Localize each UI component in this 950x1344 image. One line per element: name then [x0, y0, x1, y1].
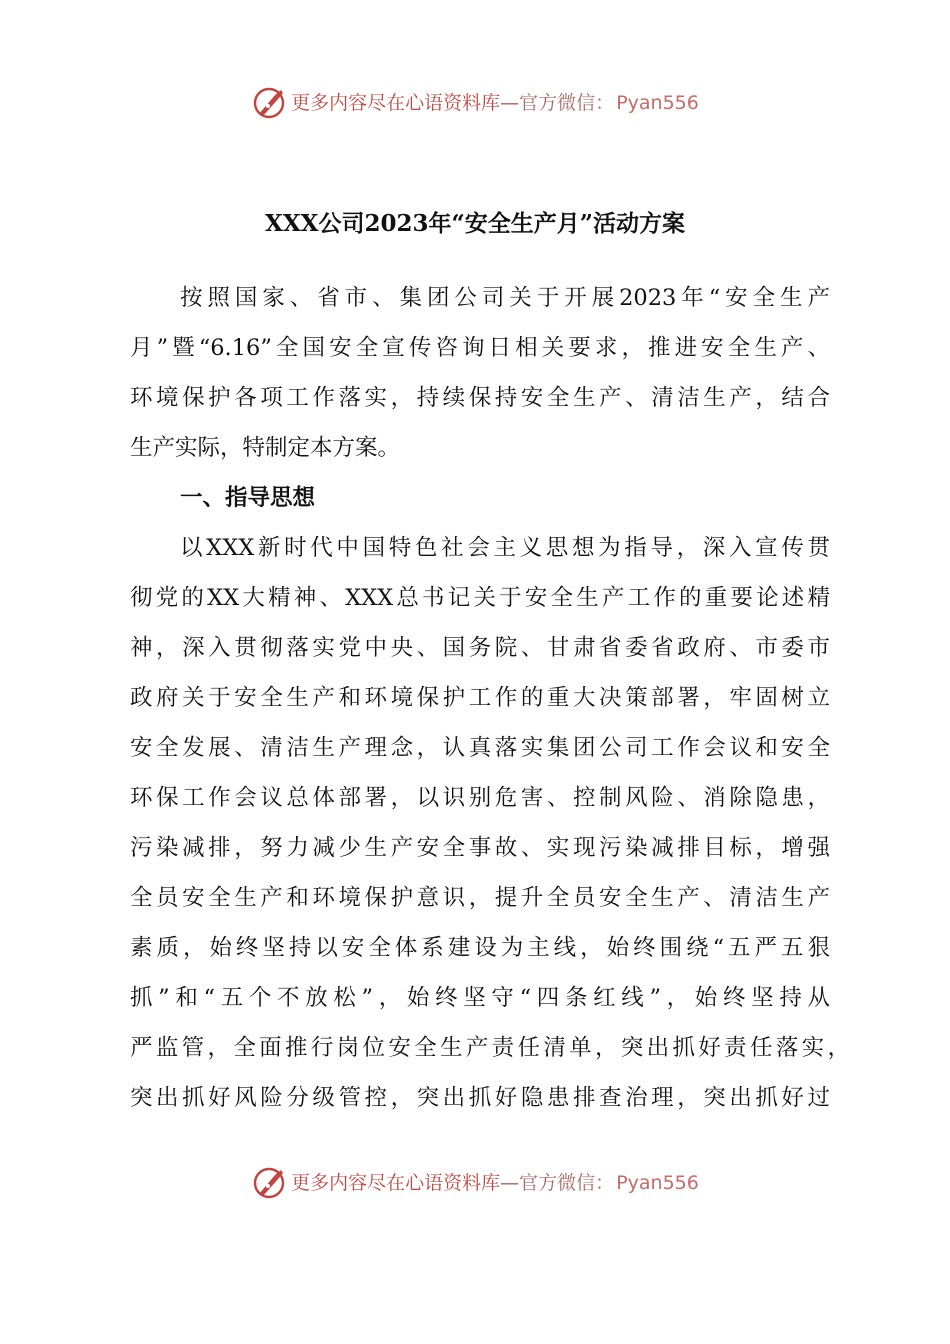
section1-line-1: 以XXX新时代中国特色社会主义思想为指导，深入宣传贯: [180, 535, 830, 561]
section1-line-10: 抓”和“五个不放松”，始终坚守“四条红线”，始终坚持从: [130, 985, 830, 1011]
section1-line-6: 环保工作会议总体部署，以识别危害、控制风险、消除隐患，: [130, 785, 830, 811]
watermark-site-name: 更多内容尽在心语资料库: [291, 91, 501, 114]
section1-line-7: 污染减排，努力减少生产安全事故、实现污染减排目标，增强: [130, 835, 830, 861]
watermark-wechat-label: 官方微信：: [519, 91, 615, 114]
watermark-dash: —: [500, 91, 520, 114]
watermark-account: Pyan556: [616, 91, 699, 114]
section-heading-guiding-ideology: 一、指导思想: [180, 485, 316, 511]
watermark-header: [0, 83, 950, 123]
document-title: XXX公司2023年“安全生产月”活动方案: [264, 210, 685, 237]
intro-line-1: 按照国家、省市、集团公司关于开展2023年“安全生产: [180, 285, 830, 311]
intro-line-3: 环境保护各项工作落实，持续保持安全生产、清洁生产，结合: [130, 385, 830, 411]
intro-line-4: 生产实际，特制定本方案。: [130, 435, 401, 461]
pen-nib-logo-icon: [251, 85, 287, 121]
section1-line-3: 神，深入贯彻落实党中央、国务院、甘肃省委省政府、市委市: [130, 635, 830, 661]
section1-line-2: 彻党的XX大精神、XXX总书记关于安全生产工作的重要论述精: [130, 585, 830, 611]
section1-line-12: 突出抓好风险分级管控，突出抓好隐患排查治理，突出抓好过: [130, 1085, 830, 1111]
section1-line-4: 政府关于安全生产和环境保护工作的重大决策部署，牢固树立: [130, 685, 830, 711]
intro-line-2: 月”暨“6.16”全国安全宣传咨询日相关要求，推进安全生产、: [130, 335, 830, 361]
watermark-site-name: 更多内容尽在心语资料库: [291, 1171, 501, 1194]
section1-line-11: 严监管，全面推行岗位安全生产责任清单，突出抓好责任落实，: [130, 1035, 850, 1061]
section1-line-5: 安全发展、清洁生产理念，认真落实集团公司工作会议和安全: [130, 735, 830, 761]
section1-line-9: 素质，始终坚持以安全体系建设为主线，始终围绕“五严五狠: [130, 935, 830, 961]
pen-nib-logo-icon: [251, 1165, 287, 1201]
watermark-dash: —: [500, 1171, 520, 1194]
watermark-wechat-label: 官方微信：: [519, 1171, 615, 1194]
section1-line-8: 全员安全生产和环境保护意识，提升全员安全生产、清洁生产: [130, 885, 830, 911]
watermark-footer: [0, 1163, 950, 1203]
watermark-account: Pyan556: [616, 1171, 699, 1194]
